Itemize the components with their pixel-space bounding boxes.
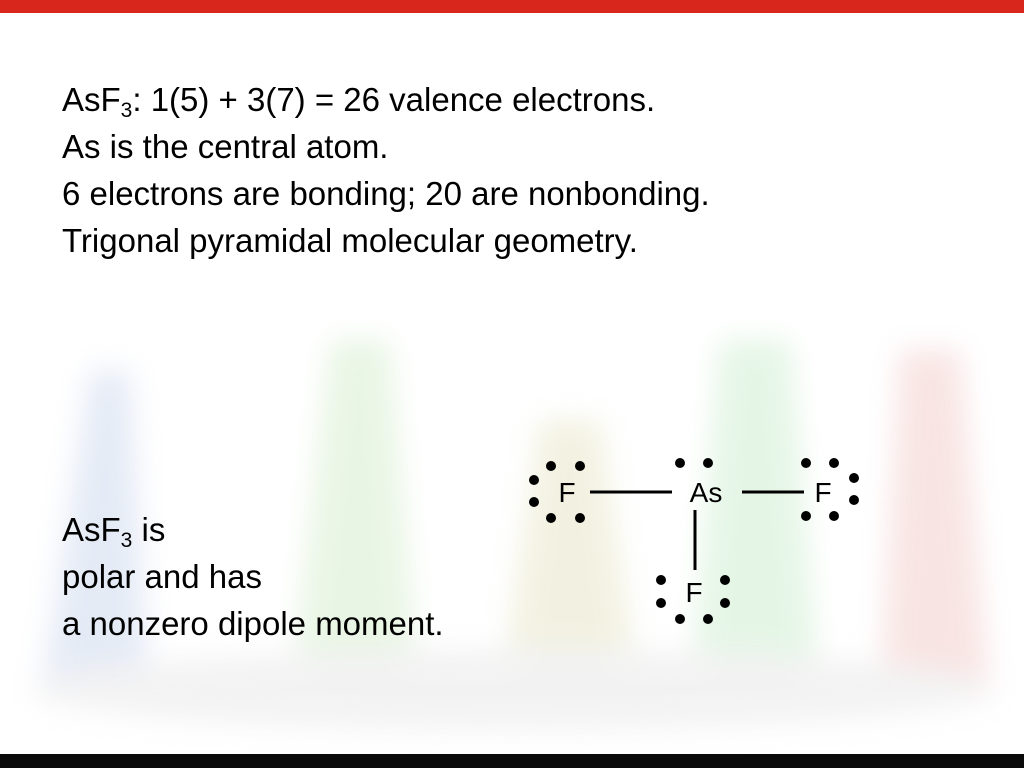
- valence-count-text: : 1(5) + 3(7) = 26 valence electrons.: [132, 81, 656, 118]
- polar-line-2: polar and has: [62, 558, 262, 595]
- arsenic-lone-pair: [675, 458, 713, 468]
- polar-line-3: a nonzero dipole moment.: [62, 605, 444, 642]
- polar-formula: AsF: [62, 511, 121, 548]
- polar-formula-rest: is: [132, 511, 166, 548]
- bottom-bar: [0, 754, 1024, 768]
- central-atom-line: As is the central atom.: [62, 128, 389, 165]
- left-fluorine-lone-pairs: [529, 461, 585, 523]
- right-fluorine: F: [814, 477, 832, 508]
- bottom-fluorine: F: [685, 577, 703, 608]
- central-arsenic: As: [689, 477, 723, 508]
- formula-subscript: 3: [120, 99, 133, 122]
- polar-formula-subscript: 3: [120, 529, 133, 552]
- geometry-line: Trigonal pyramidal molecular geometry.: [62, 222, 638, 259]
- formula-asf3: AsF: [62, 81, 121, 118]
- bonding-line: 6 electrons are bonding; 20 are nonbonding.: [62, 175, 710, 212]
- left-fluorine: F: [558, 477, 576, 508]
